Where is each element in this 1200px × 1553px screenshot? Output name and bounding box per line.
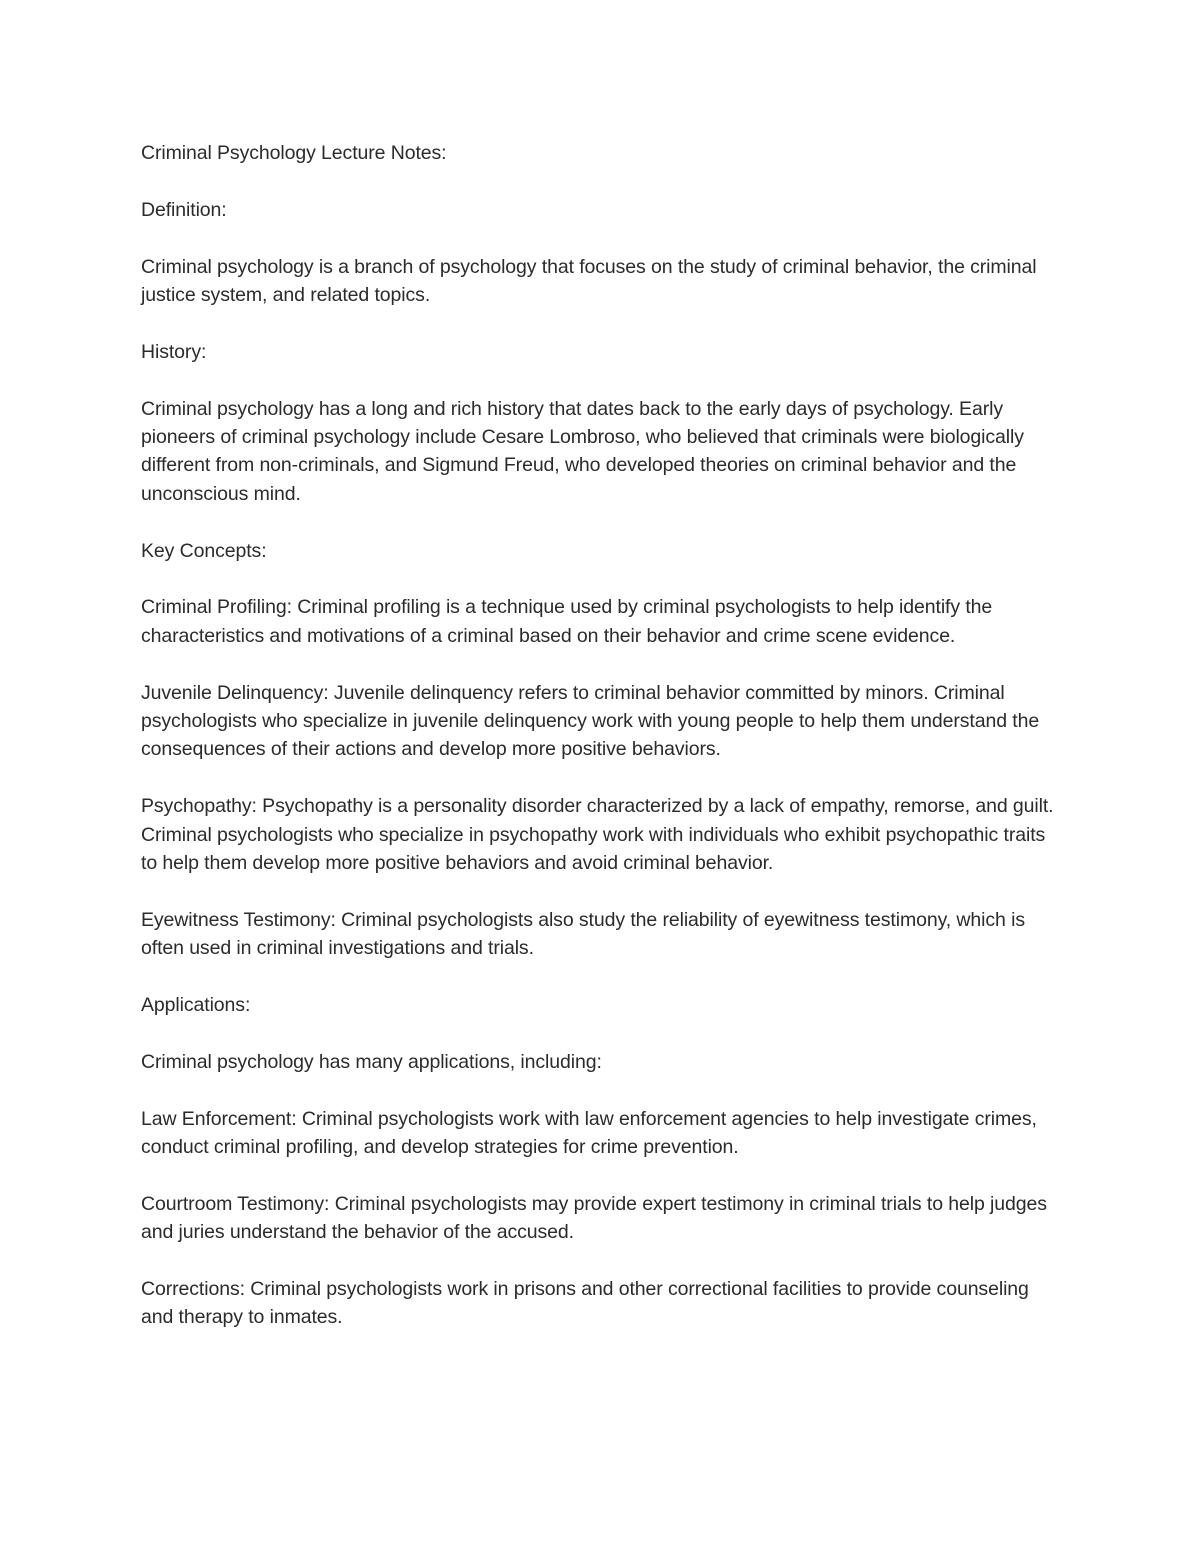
application-law-enforcement: Law Enforcement: Criminal psychologists work with law enforcement agencies to help investigate crimes, conduct criminal profiling, and develop strategies for crime prevention.	[141, 1107, 1037, 1159]
section-heading-history: History:	[141, 340, 207, 363]
application-courtroom-testimony: Courtroom Testimony: Criminal psychologists may provide expert testimony in criminal trials to help judges and juries understand the behavior of the accused.	[141, 1192, 1047, 1244]
application-corrections: Corrections: Criminal psychologists work in prisons and other correctional facilities to provide counseling and therapy to inmates.	[141, 1278, 1029, 1329]
concept-eyewitness-testimony: Eyewitness Testimony: Criminal psychologists also study the reliability of eyewitness testimony, which is often used in criminal investigations and trials.	[141, 908, 1025, 960]
history-paragraph: Criminal psychology has a long and rich history that dates back to the early days of psychology. Early pioneers of criminal psychology include Cesare Lombroso, who believed that criminals were biologically different from non-criminals, and Sigmund Freud, who developed theories on criminal behavior and the unconscious mind.	[141, 397, 1024, 505]
concept-juvenile-delinquency: Juvenile Delinquency: Juvenile delinquency refers to criminal behavior committed by minors. Criminal psychologists who specialize in juvenile delinquency work with young people to help them understand the consequences of their actions and develop more positive behaviors.	[141, 681, 1040, 761]
document-title: Criminal Psychology Lecture Notes:	[141, 142, 447, 164]
concept-criminal-profiling: Criminal Profiling: Criminal profiling is a technique used by criminal psychologists to help identify the characteristics and motivations of a criminal based on their behavior and crime scene evidence.	[141, 596, 993, 647]
document-page	[141, 139, 1066, 1332]
section-heading-definition: Definition:	[141, 198, 227, 221]
definition-paragraph: Criminal psychology is a branch of psychology that focuses on the study of criminal behavior, the criminal justice system, and related topics.	[141, 255, 1037, 306]
section-heading-applications: Applications:	[141, 994, 251, 1017]
concept-psychopathy: Psychopathy: Psychopathy is a personality disorder characterized by a lack of empathy, remorse, and guilt. Criminal psychologists who specialize in psychopathy work with individuals who exhibit psychopathic traits to help them develop more positive behaviors and avoid criminal behavior.	[141, 795, 1054, 875]
section-heading-key-concepts: Key Concepts:	[141, 539, 267, 562]
applications-intro: Criminal psychology has many applications, including:	[141, 1050, 602, 1073]
